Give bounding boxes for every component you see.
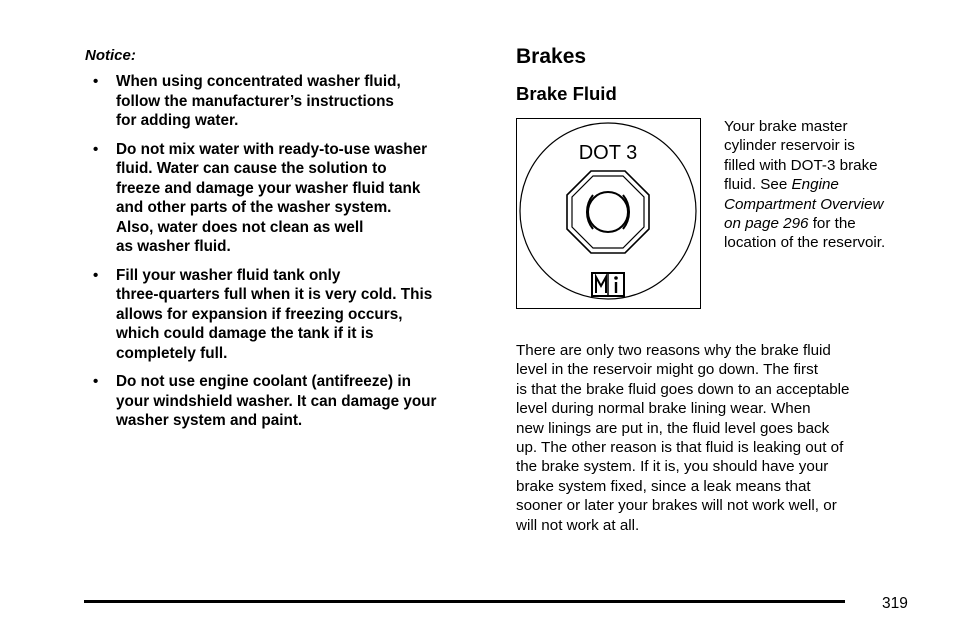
body-line-10: will not work at all.	[516, 516, 640, 534]
engine-ref-link-part-3[interactable]: on page 296	[724, 215, 809, 233]
body-line-1: There are only two reasons why the brake fluid	[516, 342, 831, 359]
side-text-line-2: cylinder reservoir is	[724, 137, 855, 155]
notice-bullet-1	[85, 72, 495, 131]
notice-bullet-4-line-1: • Do not use engine coolant (antifreeze) in	[116, 373, 411, 390]
notice-bullet-3-line-1: • Fill your washer fluid tank only	[116, 266, 341, 284]
notice-bullet-4-line-3: washer system and paint.	[116, 412, 303, 429]
brake-fluid-cap-illustration	[516, 118, 701, 309]
side-text-line-1: Your brake master	[724, 118, 848, 135]
body-line-6: up. The other reason is that fluid is leaking out of	[516, 439, 844, 457]
notice-bullet-3	[85, 266, 495, 364]
notice-bullet-1-line-3: for adding water.	[116, 112, 239, 129]
side-text-for-the: for the	[808, 215, 856, 233]
body-line-5: new linings are put in, the fluid level goes back	[516, 419, 830, 437]
notice-bullet-2-line-1: • Do not mix water with ready-to-use washer	[116, 140, 428, 158]
notice-bullet-3-line-5: completely full.	[116, 344, 228, 362]
figure-row	[516, 118, 921, 314]
notice-bullet-1-line-2: follow the manufacturer’s instructions	[116, 92, 394, 110]
notice-bullet-3-line-2: three-quarters full when it is very cold. This	[116, 286, 433, 303]
side-text-line-7: location of the reservoir.	[724, 234, 886, 252]
body-line-7: the brake system. If it is, you should have your	[516, 458, 829, 476]
notice-bullet-1-line-1: • When using concentrated washer fluid,	[116, 73, 401, 90]
brakes-column	[516, 44, 921, 535]
engine-ref-link-part-2[interactable]: Compartment Overview	[724, 195, 884, 213]
body-line-9: sooner or later your brakes will not work well, or	[516, 497, 837, 515]
body-line-8: brake system fixed, since a leak means that	[516, 477, 811, 495]
notice-bullet-4	[85, 372, 495, 431]
cap-dot3-label: DOT 3	[578, 142, 638, 164]
notice-bullet-2-line-6: as washer fluid.	[116, 238, 231, 255]
body-line-3: is that the brake fluid goes down to an acceptable	[516, 380, 850, 398]
side-text-line-6	[724, 214, 924, 233]
brake-warning-icon	[567, 171, 649, 253]
engine-ref-link-part-1[interactable]: Engine	[791, 176, 839, 194]
notice-bullet-3-line-4: which could damage the tank if it is	[116, 325, 374, 342]
side-text-line-3: filled with DOT-3 brake	[724, 156, 878, 174]
body-line-2: level in the reservoir might go down. The first	[516, 361, 818, 379]
notice-bullet-2-line-3: freeze and damage your washer fluid tank	[116, 179, 421, 197]
side-text-line-5	[724, 195, 924, 214]
brake-fluid-side-text	[724, 117, 924, 253]
notice-bullet-2	[85, 140, 495, 257]
footer-rule	[84, 600, 845, 603]
notice-bullet-list	[85, 72, 495, 431]
notice-bullet-2-line-4: and other parts of the washer system.	[116, 199, 392, 216]
brake-cap-drawing	[517, 119, 700, 308]
side-text-see: fluid. See	[724, 176, 792, 194]
owner-manual-icon	[592, 273, 624, 296]
notice-bullet-3-line-3: allows for expansion if freezing occurs,	[116, 305, 403, 323]
body-line-4: level during normal brake lining wear. When	[516, 400, 811, 418]
notice-column	[85, 46, 495, 440]
notice-bullet-2-line-5: Also, water does not clean as well	[116, 218, 364, 236]
notice-label: Notice:	[85, 47, 136, 64]
page-number: 319	[882, 595, 908, 612]
brake-fluid-body-paragraph	[516, 341, 921, 535]
section-title: Brakes	[516, 45, 587, 68]
side-text-line-4	[724, 175, 924, 194]
notice-bullet-4-line-2: your windshield washer. It can damage your	[116, 392, 437, 410]
notice-bullet-2-line-2: fluid. Water can cause the solution to	[116, 160, 387, 177]
section-subtitle: Brake Fluid	[516, 83, 617, 104]
